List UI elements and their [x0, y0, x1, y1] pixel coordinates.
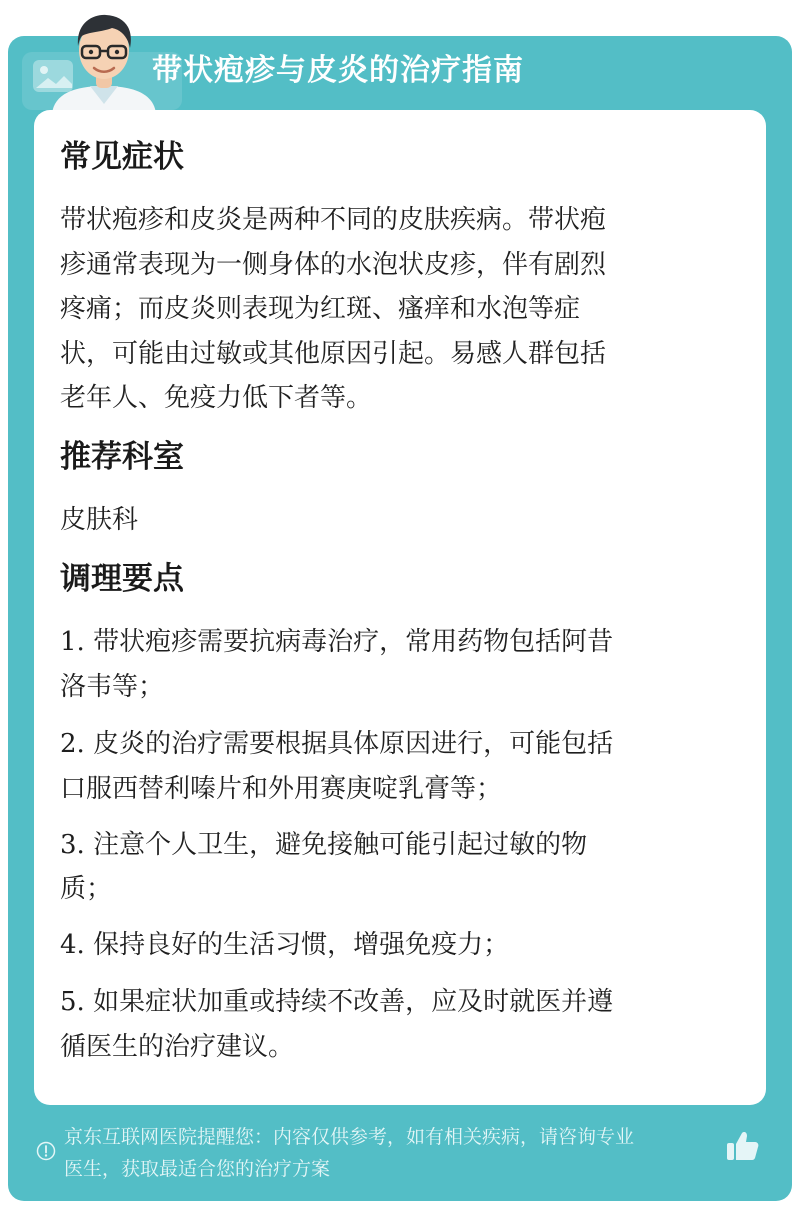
symptoms-line: 疹通常表现为一侧身体的水泡状皮疹，伴有剧烈	[60, 250, 607, 280]
page-title: 带状疱疹与皮炎的治疗指南	[152, 53, 524, 88]
care-item	[60, 984, 613, 1020]
section-heading-symptoms: 常见症状	[60, 139, 184, 175]
symptoms-line: 状，可能由过敏或其他原因引起。易感人群包括	[60, 339, 607, 369]
symptoms-line: 疼痛；而皮炎则表现为红斑、瘙痒和水泡等症	[60, 294, 581, 324]
section-heading-department: 推荐科室	[60, 439, 184, 475]
care-item-continued: 循医生的治疗建议。	[60, 1032, 295, 1062]
care-item-continued: 洛韦等；	[60, 672, 165, 702]
care-item-text: 保持良好的生活习惯，增强免疫力；	[93, 930, 510, 960]
disclaimer-text: 京东互联网医院提醒您：内容仅供参考，如有相关疾病，请咨询专业	[64, 1126, 635, 1148]
care-item-number: 1.	[60, 627, 85, 657]
care-item-number: 3.	[60, 830, 85, 860]
care-item-number: 4.	[60, 930, 85, 960]
care-item-text: 带状疱疹需要抗病毒治疗，常用药物包括阿昔	[93, 627, 614, 657]
care-item-continued: 质；	[60, 874, 113, 904]
care-item-text: 如果症状加重或持续不改善，应及时就医并遵	[93, 987, 614, 1017]
care-item	[60, 827, 587, 863]
symptoms-line: 老年人、免疫力低下者等。	[60, 383, 373, 413]
thumbs-up-icon[interactable]	[724, 1128, 760, 1164]
symptoms-line: 带状疱疹和皮炎是两种不同的皮肤疾病。带状疱	[60, 205, 607, 235]
care-item-text: 皮炎的治疗需要根据具体原因进行，可能包括	[93, 729, 614, 759]
disclaimer-text: 医生，获取最适合您的治疗方案	[64, 1158, 331, 1180]
info-icon	[36, 1141, 56, 1161]
doctor-avatar-icon	[44, 6, 164, 114]
care-item-number: 2.	[60, 729, 85, 759]
care-item-text: 注意个人卫生，避免接触可能引起过敏的物	[93, 830, 588, 860]
section-heading-care: 调理要点	[60, 561, 184, 597]
care-item	[60, 927, 509, 963]
care-item	[60, 726, 613, 762]
care-item-number: 5.	[60, 987, 85, 1017]
care-item	[60, 624, 613, 660]
department-value: 皮肤科	[60, 505, 139, 535]
care-item-continued: 口服西替利嗪片和外用赛庚啶乳膏等；	[60, 774, 503, 804]
